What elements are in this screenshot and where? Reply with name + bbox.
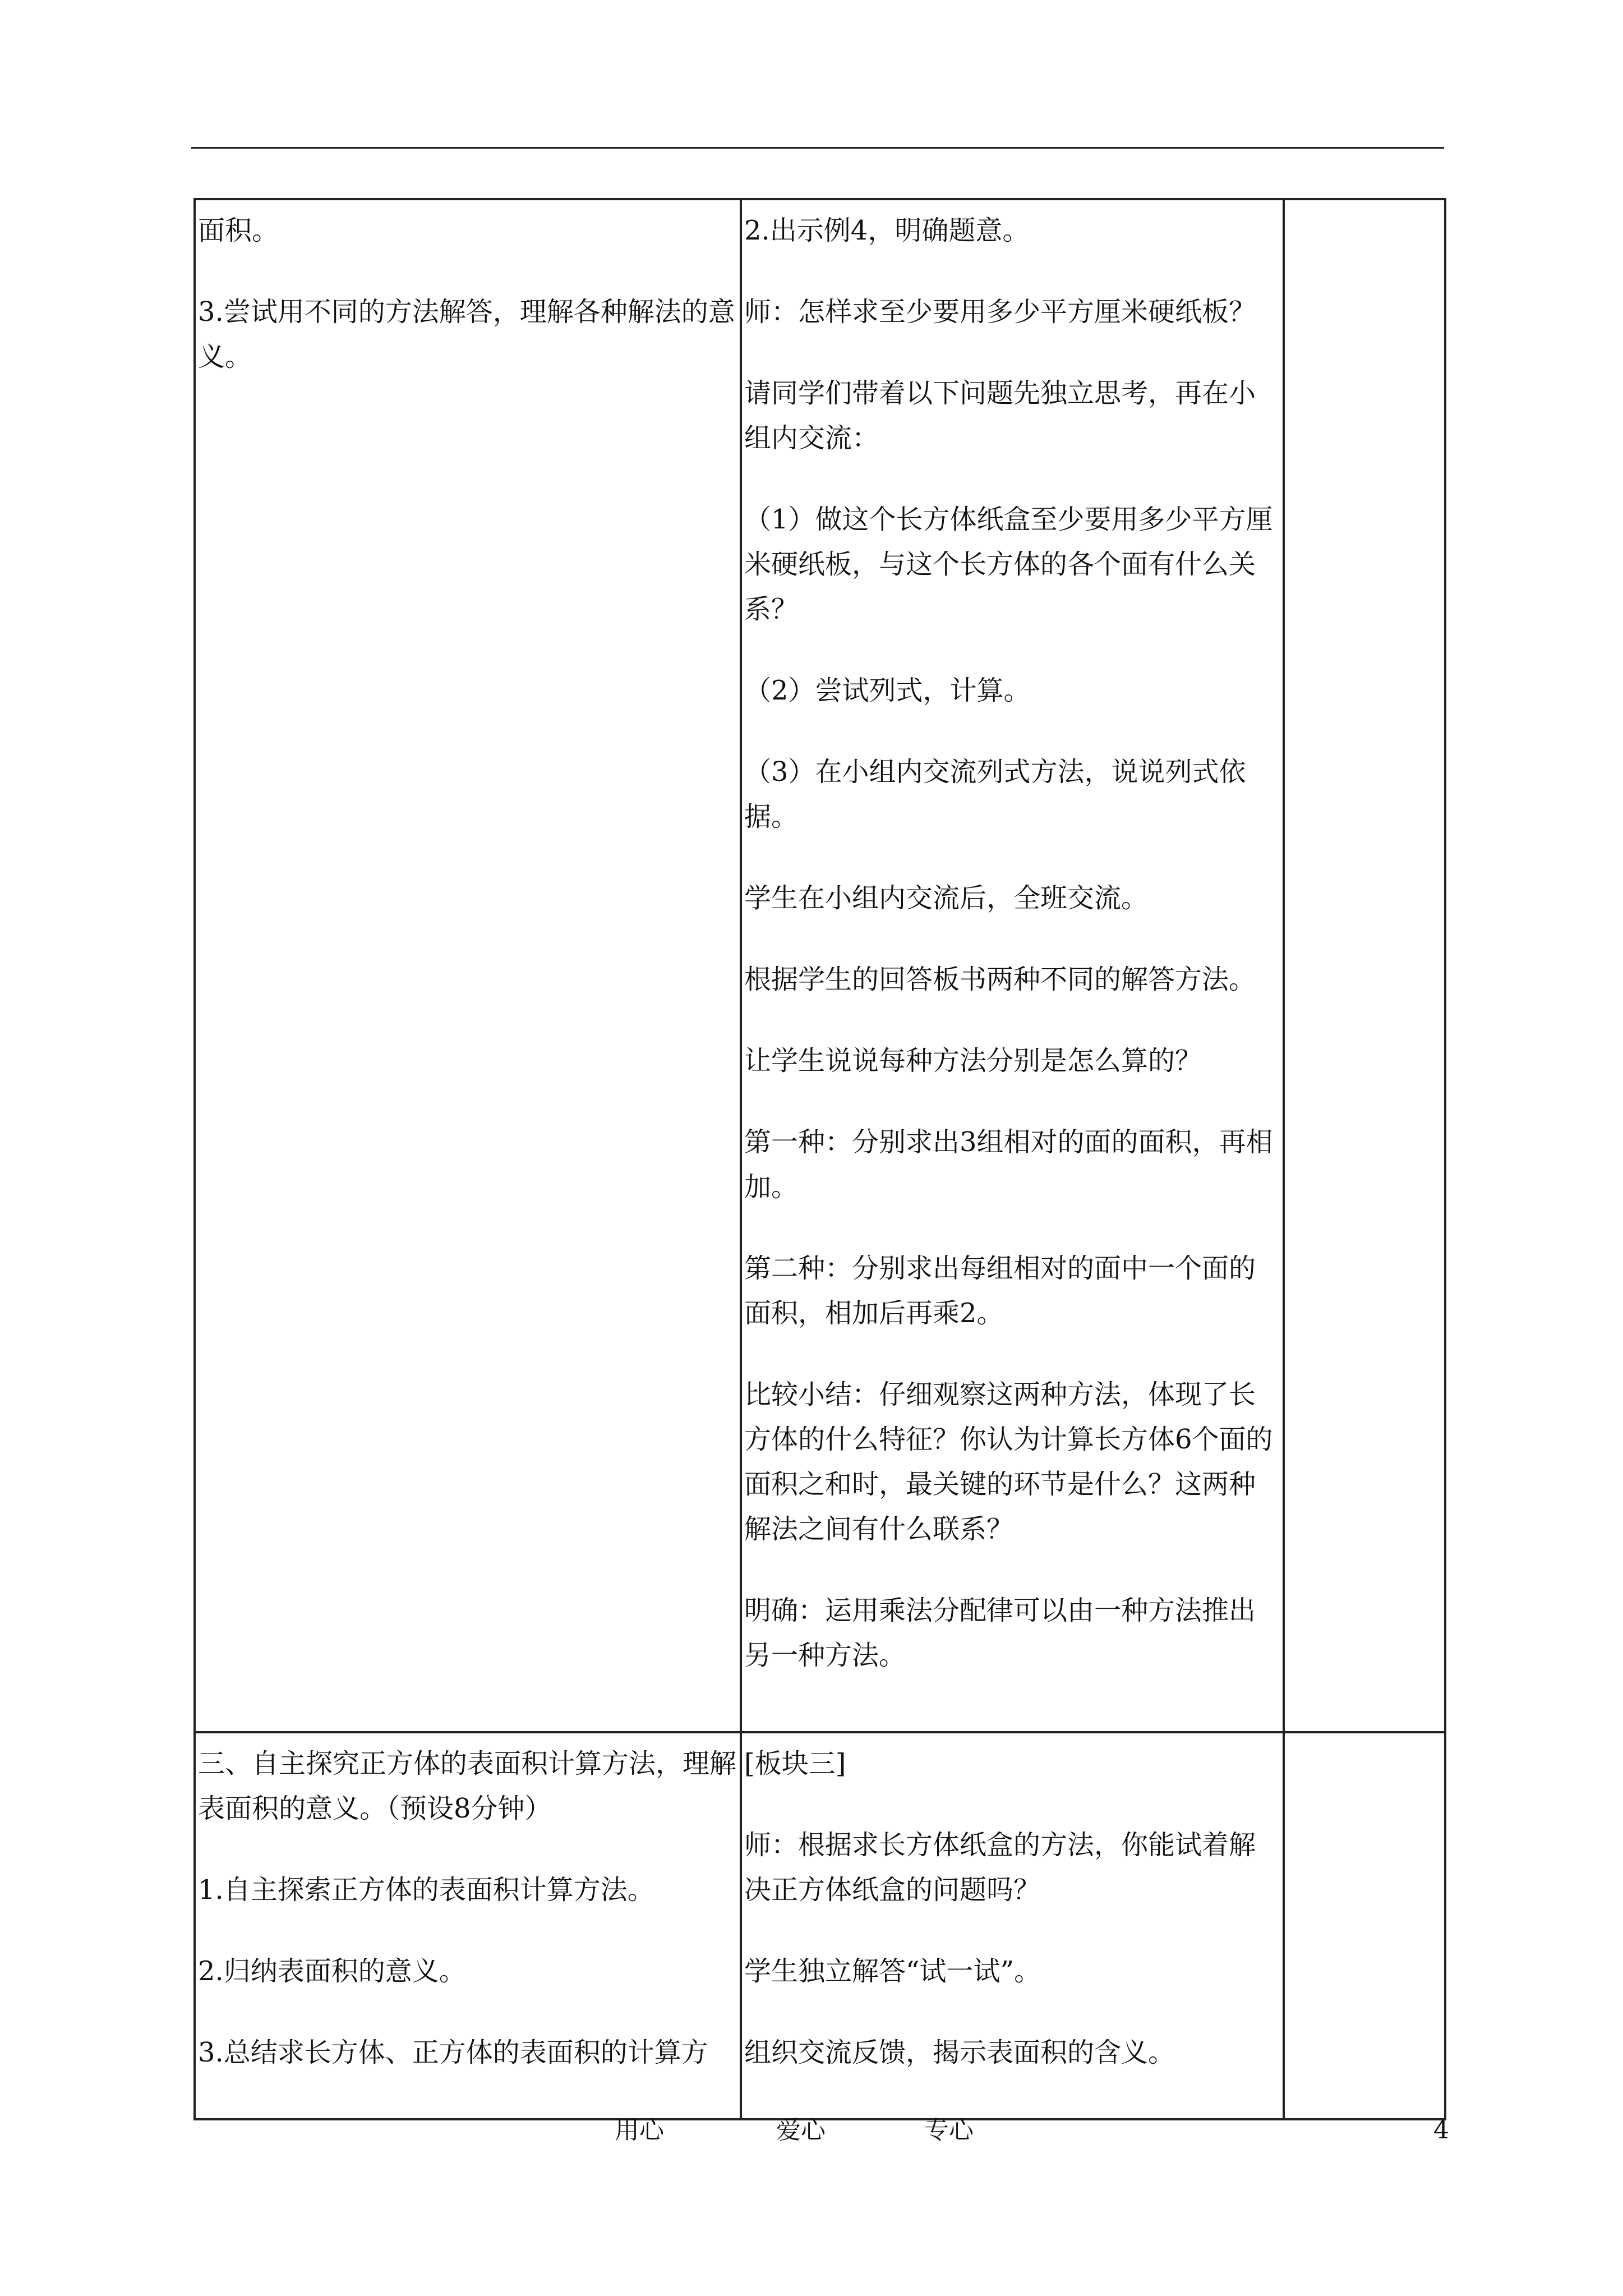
activities-cell (741, 1732, 1284, 2119)
activity-text: 学生在小组内交流后，全班交流。 (744, 882, 1149, 914)
activity-text: 让学生说说每种方法分别是怎么算的？ (744, 1045, 1202, 1076)
goal-text: 3.尝试用不同的方法解答，理解各种解法的意义。 (198, 296, 735, 372)
activity-text: 请同学们带着以下问题先独立思考，再在小组内交流： (744, 378, 1256, 454)
activity-text: 师：怎样求至少要用多少平方厘米硬纸板？ (744, 296, 1256, 328)
activity-text: 2.出示例4，明确题意。 (744, 215, 1030, 246)
page-number: 4 (1433, 2116, 1449, 2145)
goal-text: 2.归纳表面积的意义。 (198, 1955, 466, 1987)
goals-cell (195, 1732, 741, 2119)
header-rule (191, 147, 1444, 149)
activity-text: 第一种：分别求出3组相对的面的面积，再相加。 (744, 1126, 1273, 1203)
footer-motto: 专心 (924, 2116, 974, 2145)
activity-text: （3）在小组内交流列式方法，说说列式依据。 (744, 756, 1246, 832)
notes-cell (1284, 199, 1445, 1732)
activities-cell (741, 199, 1284, 1732)
lesson-plan-table (193, 198, 1446, 2120)
notes-cell (1284, 1732, 1445, 2119)
activity-text: [板块三] (744, 1748, 846, 1779)
goal-text: 3.总结求长方体、正方体的表面积的计算方 (198, 2037, 708, 2068)
goal-text: 面积。 (198, 215, 279, 246)
activity-text: 组织交流反馈，揭示表面积的含义。 (744, 2037, 1175, 2068)
activity-text: 明确：运用乘法分配律可以由一种方法推出另一种方法。 (744, 1595, 1256, 1671)
activity-text: 根据学生的回答板书两种不同的解答方法。 (744, 964, 1256, 995)
activity-text: 师：根据求长方体纸盒的方法，你能试着解决正方体纸盒的问题吗？ (744, 1829, 1256, 1906)
goal-text: 1.自主探索正方体的表面积计算方法。 (198, 1874, 654, 1906)
footer-motto: 爱心 (776, 2116, 826, 2145)
activity-text: 第二种：分别求出每组相对的面中一个面的面积，相加后再乘2。 (744, 1253, 1256, 1329)
table-row (195, 199, 1445, 1732)
activity-text: （2）尝试列式，计算。 (744, 675, 1031, 706)
footer-motto: 用心 (615, 2116, 664, 2145)
activity-text: 学生独立解答“试一试”。 (744, 1955, 1041, 1987)
activity-text: 比较小结：仔细观察这两种方法，体现了长方体的什么特征？你认为计算长方体6个面的面积之和时，最关键的环节是什么？这两种解法之间有什么联系？ (744, 1379, 1273, 1545)
table-row (195, 1732, 1445, 2119)
activity-text: （1）做这个长方体纸盒至少要用多少平方厘米硬纸板，与这个长方体的各个面有什么关系？ (744, 504, 1273, 625)
goal-text: 三、自主探究正方体的表面积计算方法，理解表面积的意义。（预设8分钟） (198, 1748, 737, 1824)
goals-cell (195, 199, 741, 1732)
